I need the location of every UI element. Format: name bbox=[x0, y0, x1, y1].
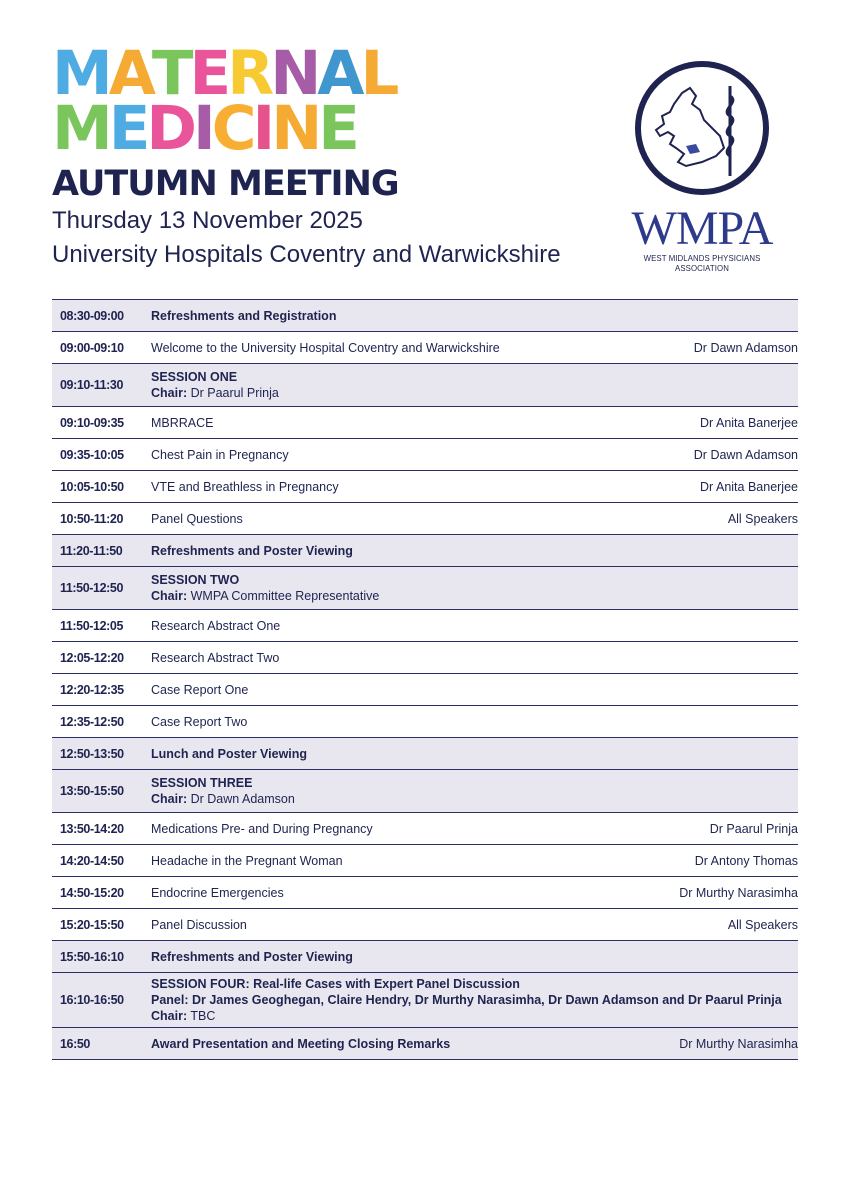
logo-letter: E bbox=[189, 38, 228, 109]
agenda-speaker: All Speakers bbox=[727, 917, 798, 932]
agenda-time: 13:50-15:50 bbox=[60, 784, 124, 798]
chair-label: Chair: bbox=[151, 1009, 188, 1023]
agenda-title: Award Presentation and Meeting Closing Remarks bbox=[151, 1036, 451, 1051]
agenda-speaker: Dr Dawn Adamson bbox=[693, 447, 798, 462]
meeting-date: Thursday 13 November 2025 bbox=[52, 207, 363, 234]
meeting-venue: University Hospitals Coventry and Warwickshire bbox=[52, 241, 561, 268]
agenda-title: Case Report One bbox=[151, 682, 249, 697]
agenda-time: 15:20-15:50 bbox=[60, 917, 124, 932]
agenda-time: 14:20-14:50 bbox=[60, 853, 124, 868]
agenda-row bbox=[52, 941, 798, 973]
agenda-time: 10:05-10:50 bbox=[60, 479, 124, 494]
agenda-title: Panel Discussion bbox=[151, 917, 247, 932]
agenda-title: Research Abstract One bbox=[151, 618, 281, 633]
session-name: SESSION FOUR: Real-life Cases with Expert Panel Discussion bbox=[151, 977, 520, 991]
logo-letter: I bbox=[252, 93, 272, 164]
logo-letter: C bbox=[211, 93, 253, 164]
agenda-time: 12:50-13:50 bbox=[60, 746, 124, 761]
agenda-title: Welcome to the University Hospital Coventry and Warwickshire bbox=[151, 340, 500, 355]
agenda-title: Endocrine Emergencies bbox=[151, 885, 284, 900]
agenda-time: 10:50-11:20 bbox=[60, 511, 124, 526]
wmpa-logo bbox=[612, 58, 792, 273]
agenda-row bbox=[52, 642, 798, 674]
logo-letter: A bbox=[317, 38, 361, 109]
agenda-row bbox=[52, 610, 798, 642]
agenda-speaker: Dr Murthy Narasimha bbox=[679, 885, 798, 900]
chair-name: WMPA Committee Representative bbox=[190, 589, 380, 603]
agenda-speaker: Dr Paarul Prinja bbox=[709, 821, 798, 836]
wmpa-full-name: WEST MIDLANDS PHYSICIANS ASSOCIATION bbox=[643, 253, 761, 273]
logo-letter: D bbox=[146, 93, 194, 164]
agenda-speaker: Dr Murthy Narasimha bbox=[679, 1036, 798, 1051]
agenda-row bbox=[52, 535, 798, 567]
agenda-speaker: Dr Dawn Adamson bbox=[693, 340, 798, 355]
chair-name: Dr Paarul Prinja bbox=[190, 386, 279, 400]
logo-medicine bbox=[52, 93, 612, 164]
agenda-row bbox=[52, 503, 798, 535]
agenda-time: 15:50-16:10 bbox=[60, 949, 124, 964]
agenda-time: 08:30-09:00 bbox=[60, 308, 124, 323]
chair-label: Chair: bbox=[151, 792, 188, 806]
agenda-time: 09:00-09:10 bbox=[60, 340, 124, 355]
logo-letter: N bbox=[271, 93, 319, 164]
agenda-time: 11:50-12:05 bbox=[60, 618, 124, 633]
session-name: SESSION THREE bbox=[151, 776, 253, 790]
logo-letter: A bbox=[108, 38, 152, 109]
agenda-row bbox=[52, 1028, 798, 1060]
agenda-speaker: Dr Anita Banerjee bbox=[700, 479, 798, 494]
logo-letter: E bbox=[108, 93, 147, 164]
agenda-title: Refreshments and Poster Viewing bbox=[151, 949, 353, 964]
agenda-row bbox=[52, 332, 798, 364]
logo-letter: I bbox=[193, 93, 212, 164]
agenda-row bbox=[52, 567, 798, 610]
agenda-time: 09:10-09:35 bbox=[60, 415, 124, 430]
event-header bbox=[52, 38, 612, 272]
agenda-row bbox=[52, 738, 798, 770]
agenda-title: MBRRACE bbox=[151, 415, 214, 430]
agenda-title: VTE and Breathless in Pregnancy bbox=[151, 479, 339, 494]
agenda-title: Refreshments and Registration bbox=[151, 308, 337, 323]
agenda-time: 14:50-15:20 bbox=[60, 885, 124, 900]
agenda-title: Medications Pre- and During Pregnancy bbox=[151, 821, 373, 836]
session-name: SESSION ONE bbox=[151, 370, 238, 384]
meeting-title: AUTUMN MEETING bbox=[52, 164, 399, 204]
agenda-time: 16:10-16:50 bbox=[60, 993, 124, 1007]
agenda-title bbox=[151, 976, 798, 1024]
agenda-row bbox=[52, 813, 798, 845]
uk-map-staff-icon bbox=[612, 58, 792, 198]
agenda-title: Case Report Two bbox=[151, 714, 248, 729]
chair-label: Chair: bbox=[151, 589, 188, 603]
logo-letter: N bbox=[270, 38, 318, 109]
agenda-row bbox=[52, 300, 798, 332]
chair-label: Chair: bbox=[151, 386, 188, 400]
session-name: SESSION TWO bbox=[151, 573, 240, 587]
agenda-title: Chest Pain in Pregnancy bbox=[151, 447, 289, 462]
agenda-title: Panel Questions bbox=[151, 511, 243, 526]
agenda-speaker: Dr Antony Thomas bbox=[694, 853, 798, 868]
agenda-title bbox=[151, 369, 798, 401]
agenda-time: 11:50-12:50 bbox=[60, 581, 124, 595]
agenda-time: 09:10-11:30 bbox=[60, 378, 124, 392]
logo-letter: E bbox=[318, 93, 356, 164]
agenda-title: Headache in the Pregnant Woman bbox=[151, 853, 343, 868]
agenda-time: 13:50-14:20 bbox=[60, 821, 124, 836]
agenda-title: Lunch and Poster Viewing bbox=[151, 746, 308, 761]
logo-letter: R bbox=[227, 38, 271, 109]
agenda-time: 16:50 bbox=[60, 1036, 90, 1051]
agenda-title bbox=[151, 775, 798, 807]
agenda-time: 11:20-11:50 bbox=[60, 543, 123, 558]
agenda-row bbox=[52, 845, 798, 877]
logo-letter: M bbox=[52, 38, 109, 109]
agenda-title: Research Abstract Two bbox=[151, 650, 280, 665]
agenda-row bbox=[52, 706, 798, 738]
agenda-row bbox=[52, 770, 798, 813]
agenda-time: 12:05-12:20 bbox=[60, 650, 124, 665]
agenda-row bbox=[52, 877, 798, 909]
agenda-time: 12:35-12:50 bbox=[60, 714, 124, 729]
session-panel: Panel: Dr James Geoghegan, Claire Hendry, Dr Murthy Narasimha, Dr Dawn Adamson and Dr Paarul Prinja bbox=[151, 993, 782, 1007]
agenda-time: 09:35-10:05 bbox=[60, 447, 124, 462]
agenda-speaker: Dr Anita Banerjee bbox=[700, 415, 798, 430]
chair-name: TBC bbox=[190, 1009, 216, 1023]
agenda-title: Refreshments and Poster Viewing bbox=[151, 543, 353, 558]
agenda-row bbox=[52, 407, 798, 439]
agenda-row bbox=[52, 364, 798, 407]
agenda-row bbox=[52, 909, 798, 941]
agenda-row bbox=[52, 674, 798, 706]
agenda-speaker: All Speakers bbox=[727, 511, 798, 526]
chair-name: Dr Dawn Adamson bbox=[190, 792, 295, 806]
agenda-table bbox=[52, 299, 798, 1060]
agenda-title bbox=[151, 572, 798, 604]
agenda-time: 12:20-12:35 bbox=[60, 682, 124, 697]
logo-letter: T bbox=[151, 38, 190, 109]
wmpa-acronym: WMPA bbox=[631, 202, 773, 255]
logo-letter: L bbox=[360, 38, 396, 109]
logo-letter: M bbox=[52, 93, 109, 164]
agenda-row bbox=[52, 439, 798, 471]
agenda-row bbox=[52, 973, 798, 1028]
agenda-row bbox=[52, 471, 798, 503]
